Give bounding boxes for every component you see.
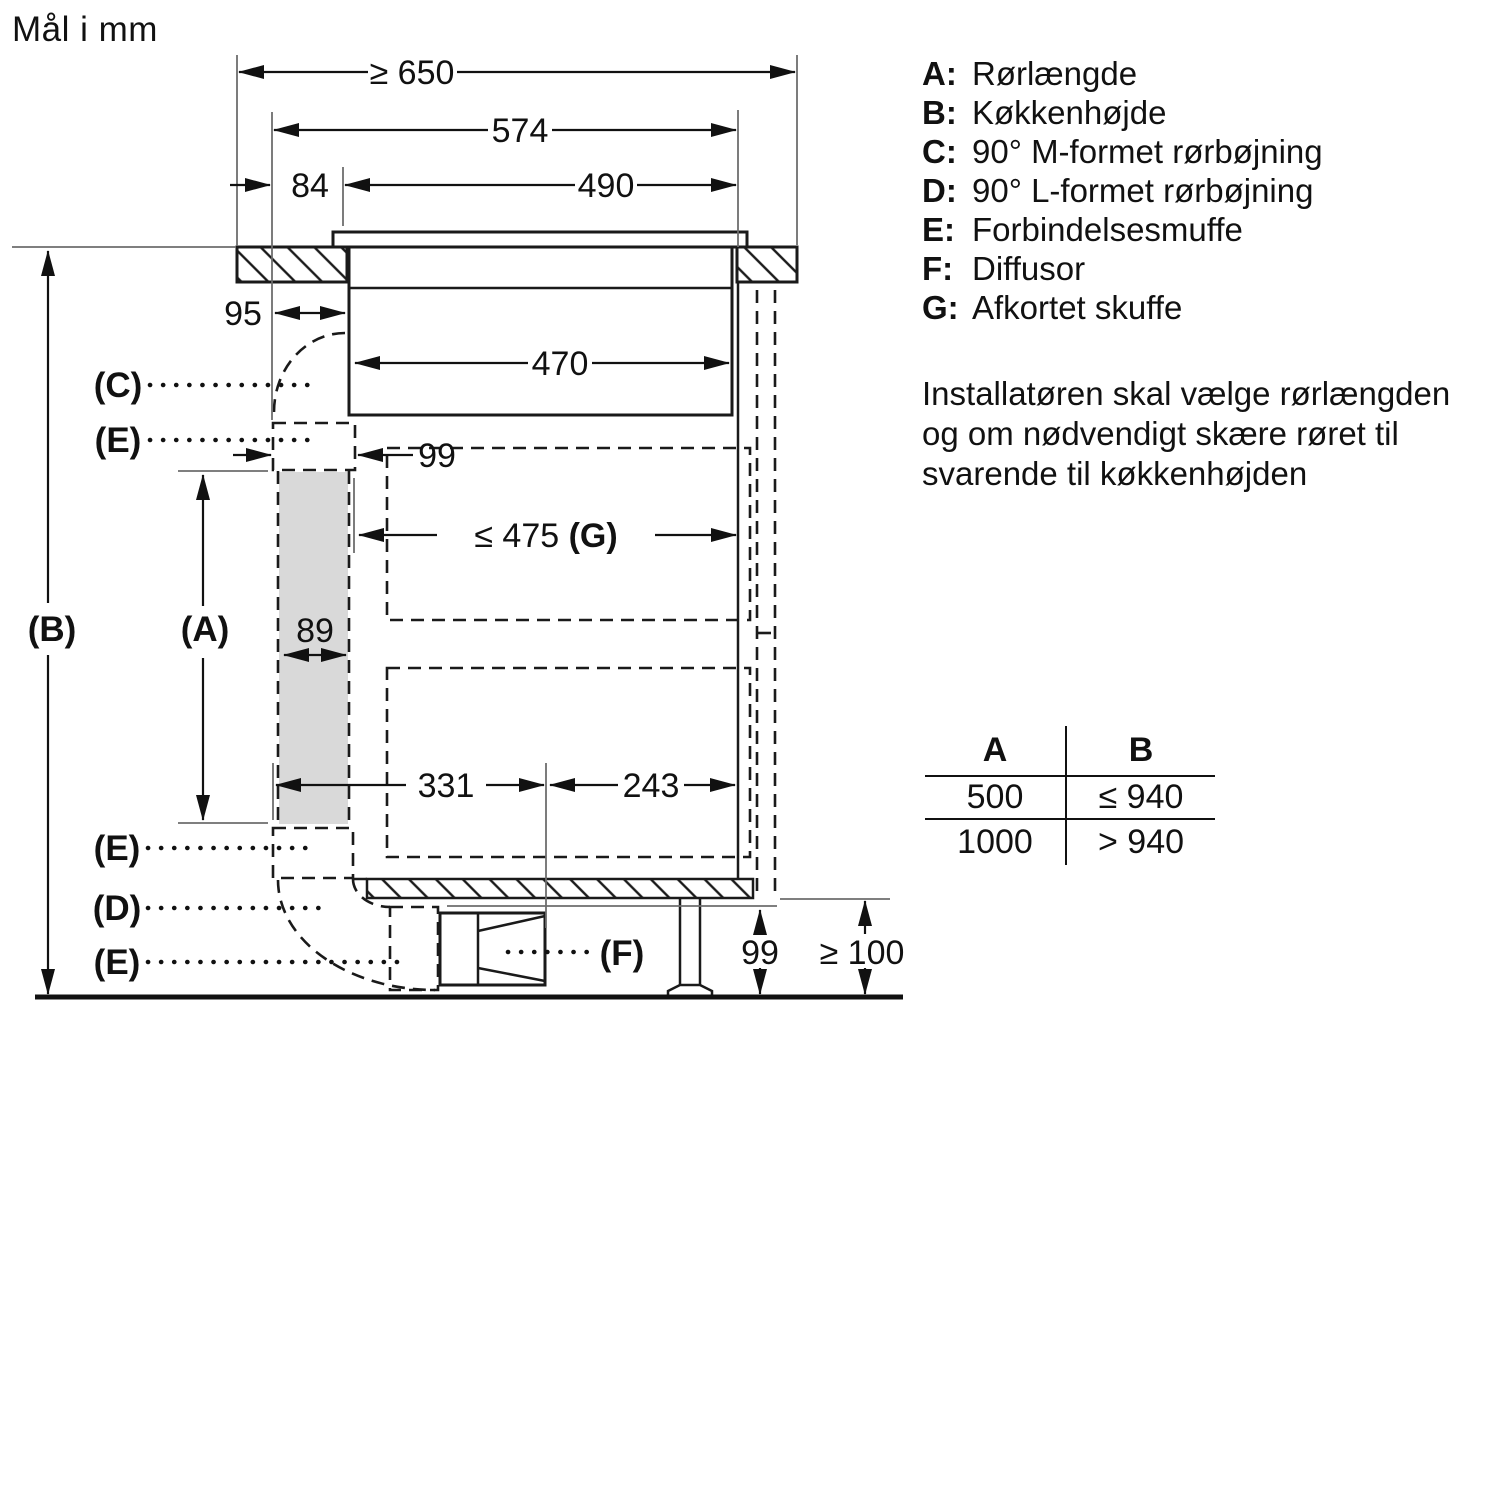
connector-sleeve-e-top <box>273 423 355 470</box>
legend-key-c: C: <box>922 133 957 170</box>
dim-label-99-sleeve: 99 <box>418 437 456 475</box>
legend-item-g <box>922 288 1323 327</box>
table-row <box>925 820 1215 865</box>
legend-text-a: Rørlængde <box>972 55 1138 92</box>
note-line-3: svarende til køkkenhøjden <box>922 455 1308 492</box>
legend-text-d: 90° L-formet rørbøjning <box>972 172 1314 209</box>
dim-label-331: 331 <box>417 767 475 805</box>
dim-label-243: 243 <box>622 767 680 805</box>
label-a: (A) <box>180 610 230 649</box>
table-cell-b2: > 940 <box>1097 823 1185 861</box>
table-cell-a2: 1000 <box>925 820 1067 865</box>
worktop-left-section <box>237 247 347 282</box>
worktop-right-section <box>737 247 797 282</box>
label-c: (C) <box>93 366 143 405</box>
diffusor-body <box>440 913 545 985</box>
dim-label-490: 490 <box>577 167 635 205</box>
label-f: (F) <box>599 934 645 973</box>
dim-label-574: 574 <box>491 112 549 150</box>
connector-sleeve-e-bottom <box>390 907 438 990</box>
dim-label-470: 470 <box>531 345 589 383</box>
hob-glass-top <box>333 232 747 247</box>
legend-text-b: Køkkenhøjde <box>972 94 1167 131</box>
legend-text-e: Forbindelsesmuffe <box>972 211 1243 248</box>
table-header-b: B <box>1128 731 1154 769</box>
legend-text-c: 90° M-formet rørbøjning <box>972 133 1323 170</box>
hob-body <box>349 247 732 415</box>
legend-item-b <box>922 93 1323 132</box>
table-header-a: A <box>925 726 1067 775</box>
dim-label-100: ≥ 100 <box>819 934 905 972</box>
diagram-title: Mål i mm <box>12 10 158 49</box>
dim-label-650: ≥ 650 <box>369 54 455 92</box>
legend-key-b: B: <box>922 94 957 131</box>
plinth-shelf <box>367 879 753 898</box>
note-line-1: Installatøren skal vælge rørlængden <box>922 375 1451 412</box>
table-cell-b1: ≤ 940 <box>1098 778 1184 816</box>
table-cell-a1: 500 <box>925 777 1067 818</box>
dim-label-95: 95 <box>224 295 262 333</box>
legend-item-e <box>922 210 1323 249</box>
label-e-mid: (E) <box>93 829 141 868</box>
connector-sleeve-e-mid <box>273 828 353 878</box>
dim-label-84: 84 <box>291 167 329 205</box>
label-e-top: (E) <box>94 421 142 460</box>
dim-label-475-g <box>474 517 617 555</box>
legend-key-e: E: <box>922 211 955 248</box>
legend-text-g: Afkortet skuffe <box>972 289 1183 326</box>
dim-label-99-plinth: 99 <box>741 934 779 972</box>
cabinet-foot-base <box>668 985 712 996</box>
dim-label-g: (G) <box>568 517 618 555</box>
legend-key-f: F: <box>922 250 954 287</box>
table-row <box>925 777 1215 820</box>
lower-drawer-outline <box>387 668 750 857</box>
legend-key-a: A: <box>922 55 957 92</box>
label-d: (D) <box>92 889 142 928</box>
legend-key-d: D: <box>922 172 957 209</box>
legend-text-f: Diffusor <box>972 250 1086 287</box>
m-bend-c-arc <box>274 333 345 412</box>
note-line-2: og om nødvendigt skære røret til <box>922 415 1399 452</box>
legend-item-f <box>922 249 1323 288</box>
dim-label-89: 89 <box>296 612 334 650</box>
parts-legend <box>922 54 1323 327</box>
table-header-row <box>925 726 1215 777</box>
legend-item-a <box>922 54 1323 93</box>
legend-item-c <box>922 132 1323 171</box>
legend-item-d <box>922 171 1323 210</box>
label-b: (B) <box>27 610 77 649</box>
dim-label-475: ≤ 475 <box>474 517 569 555</box>
installer-note <box>922 374 1450 494</box>
legend-key-g: G: <box>922 289 959 326</box>
label-e-bottom: (E) <box>93 943 141 982</box>
pipe-length-table <box>925 726 1215 865</box>
